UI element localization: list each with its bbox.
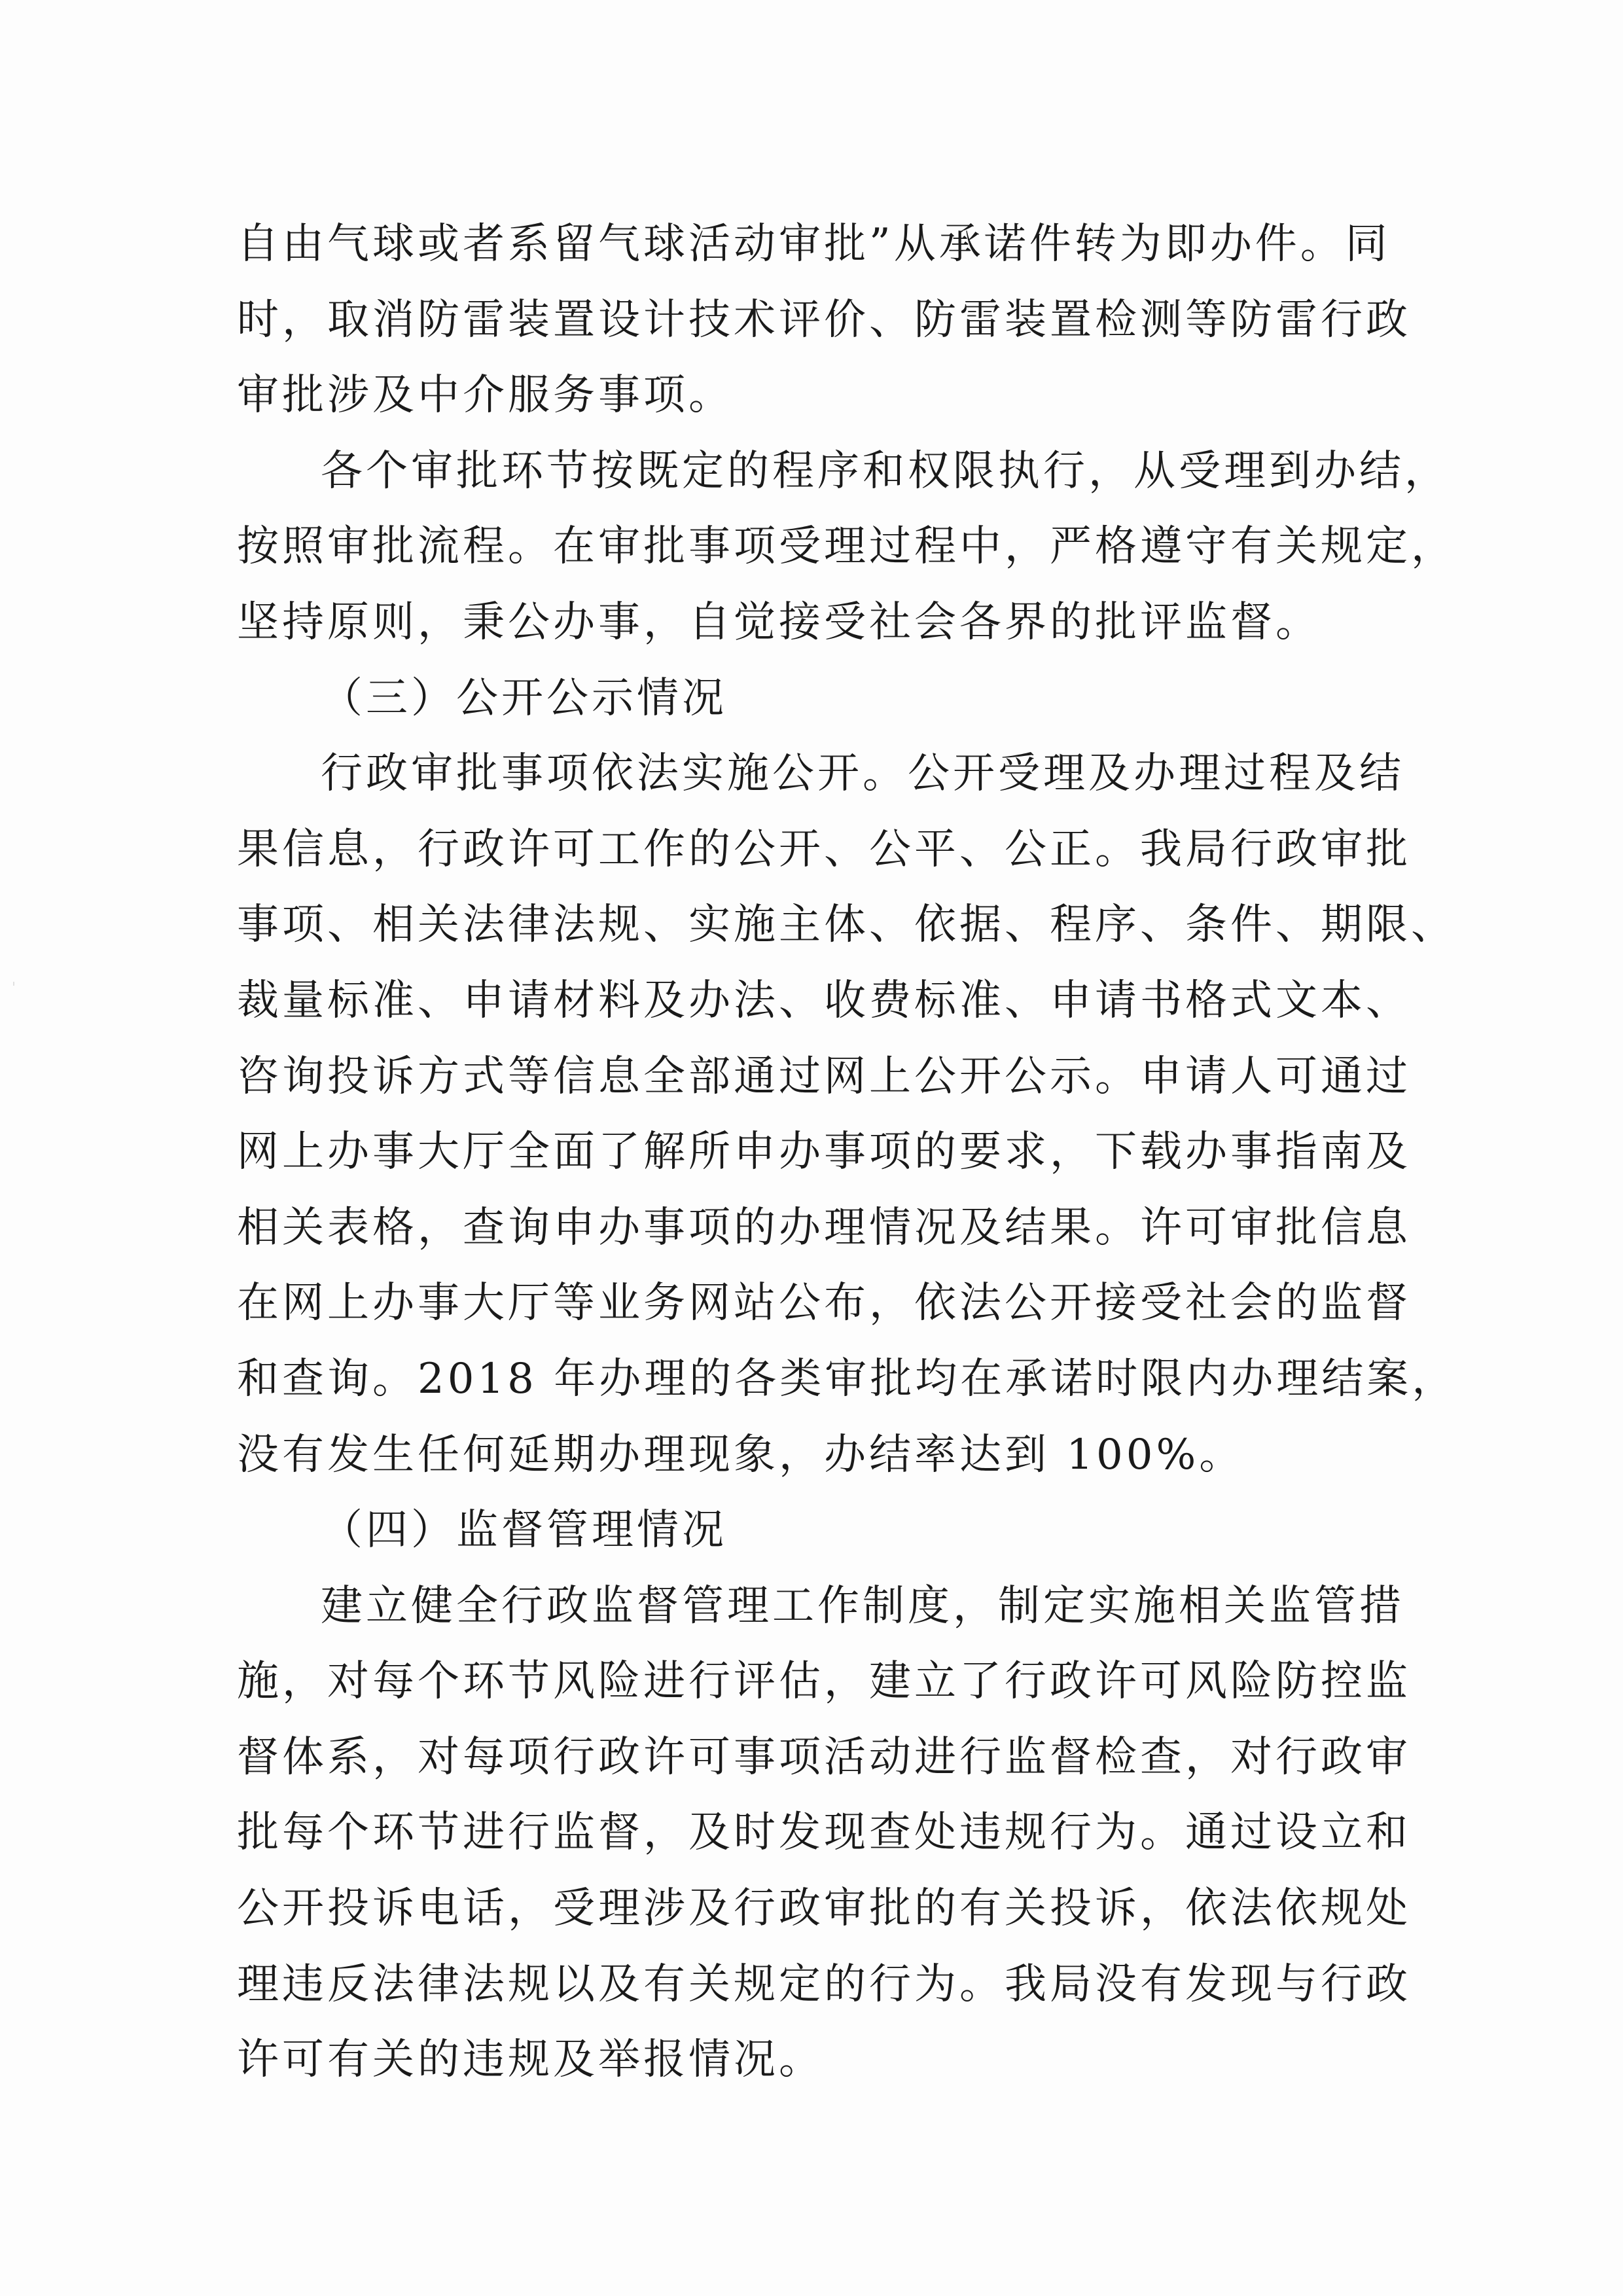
- text-line: 建立健全行政监督管理工作制度，制定实施相关监管措: [321, 1581, 1404, 1630]
- text-line: 没有发生任何延期办理现象，办结率达到 100%。: [237, 1430, 1245, 1479]
- paragraph-continuation: [237, 207, 1411, 434]
- text-line: 网上办事大厅全面了解所申办事项的要求，下载办事指南及: [237, 1128, 1411, 1177]
- text-line: 果信息，行政许可工作的公开、公平、公正。我局行政审批: [237, 825, 1411, 874]
- text-line: 和查询。2018 年办理的各类审批均在承诺时限内办理结案，: [237, 1354, 1457, 1403]
- text-line: 事项、相关法律法规、实施主体、依据、程序、条件、期限、: [237, 901, 1456, 950]
- text-line: 自由气球或者系留气球活动审批”从承诺件转为即办件。同: [237, 220, 1391, 268]
- scan-mark: [13, 982, 14, 986]
- paragraph-supervision: [237, 1569, 1411, 2098]
- text-line: 督体系，对每项行政许可事项活动进行监督检查，对行政审: [237, 1732, 1411, 1782]
- text-line: 咨询投诉方式等信息全部通过网上公开公示。申请人可通过: [237, 1052, 1411, 1101]
- text-line: 坚持原则，秉公办事，自觉接受社会各界的批评监督。: [237, 598, 1321, 647]
- text-line: 理违反法律法规以及有关规定的行为。我局没有发现与行政: [237, 1960, 1411, 2009]
- text-line: 在网上办事大厅等业务网站公布，依法公开接受社会的监督: [237, 1279, 1411, 1328]
- text-line: 相关表格，查询申办事项的办理情况及结果。许可审批信息: [237, 1203, 1411, 1252]
- text-line: 按照审批流程。在审批事项受理过程中，严格遵守有关规定，: [237, 522, 1456, 571]
- text-line: 施，对每个环节风险进行评估，建立了行政许可风险防控监: [237, 1657, 1411, 1706]
- text-line: 审批涉及中介服务事项。: [237, 371, 734, 420]
- text-line: 行政审批事项依法实施公开。公开受理及办理过程及结: [321, 749, 1404, 798]
- section-heading-4: （四）监督管理情况: [321, 1506, 727, 1555]
- paragraph-public-disclosure: [237, 736, 1457, 1493]
- text-line: 裁量标准、申请材料及办法、收费标准、申请书格式文本、: [237, 976, 1411, 1025]
- text-line: 各个审批环节按既定的程序和权限执行，从受理到办结，: [321, 446, 1450, 495]
- paragraph-approval-process: [237, 434, 1456, 661]
- text-line: 公开投诉电话，受理涉及行政审批的有关投诉，依法依规处: [237, 1884, 1411, 1933]
- section-heading-3: （三）公开公示情况: [321, 673, 727, 723]
- text-line: 批每个环节进行监督，及时发现查处违规行为。通过设立和: [237, 1808, 1411, 1857]
- text-line: 时，取消防雷装置设计技术评价、防雷装置检测等防雷行政: [237, 295, 1411, 344]
- text-line: 许可有关的违规及举报情况。: [237, 2036, 824, 2085]
- document-body: [237, 207, 1457, 2098]
